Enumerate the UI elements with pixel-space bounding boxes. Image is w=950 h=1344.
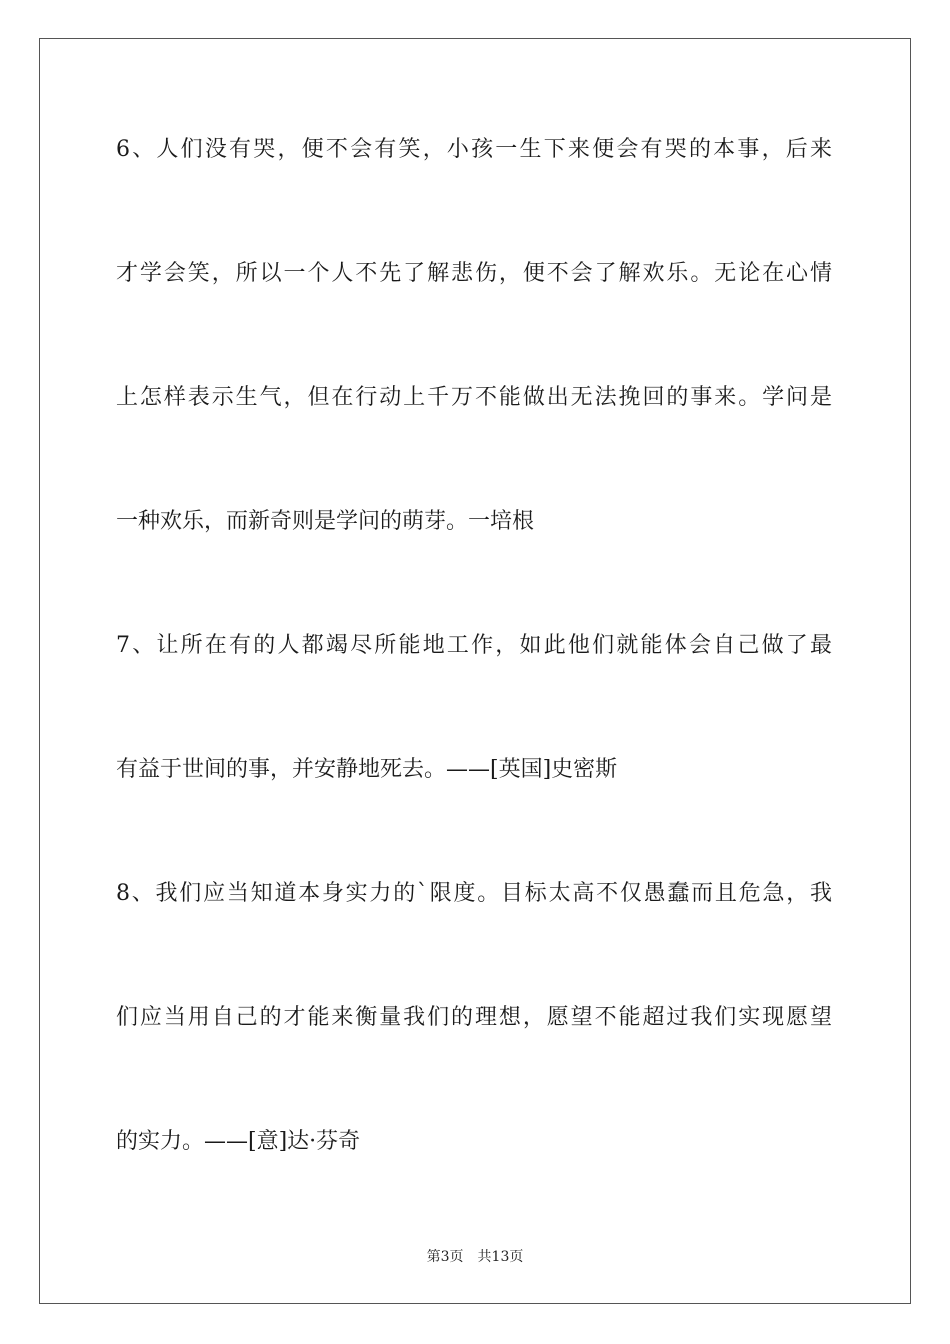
- paragraph-8-line-1: 8、我们应当知道本身实力的`限度。目标太高不仅愚蠢而且危急，我: [116, 881, 832, 906]
- page-border: [39, 38, 911, 1304]
- paragraph-8-line-2: 们应当用自己的才能来衡量我们的理想，愿望不能超过我们实现愿望: [116, 1005, 832, 1030]
- paragraph-6-line-1: 6、人们没有哭，便不会有笑，小孩一生下来便会有哭的本事，后来: [116, 137, 832, 162]
- paragraph-6-line-3: 上怎样表示生气，但在行动上千万不能做出无法挽回的事来。学问是: [116, 385, 832, 410]
- paragraph-6-line-4: 一种欢乐，而新奇则是学问的萌芽。一培根: [116, 509, 535, 534]
- page-footer: [0, 1248, 950, 1266]
- page-number: 第3页: [426, 1249, 464, 1265]
- paragraph-7-line-2: 有益于世间的事，并安静地死去。——[英国]史密斯: [116, 757, 618, 782]
- page-total: 共13页: [477, 1249, 524, 1265]
- paragraph-6-line-2: 才学会笑，所以一个人不先了解悲伤，便不会了解欢乐。无论在心情: [116, 261, 832, 286]
- paragraph-7-line-1: 7、让所在有的人都竭尽所能地工作，如此他们就能体会自己做了最: [116, 633, 832, 658]
- paragraph-8-line-3: 的实力。——[意]达·芬奇: [116, 1129, 361, 1154]
